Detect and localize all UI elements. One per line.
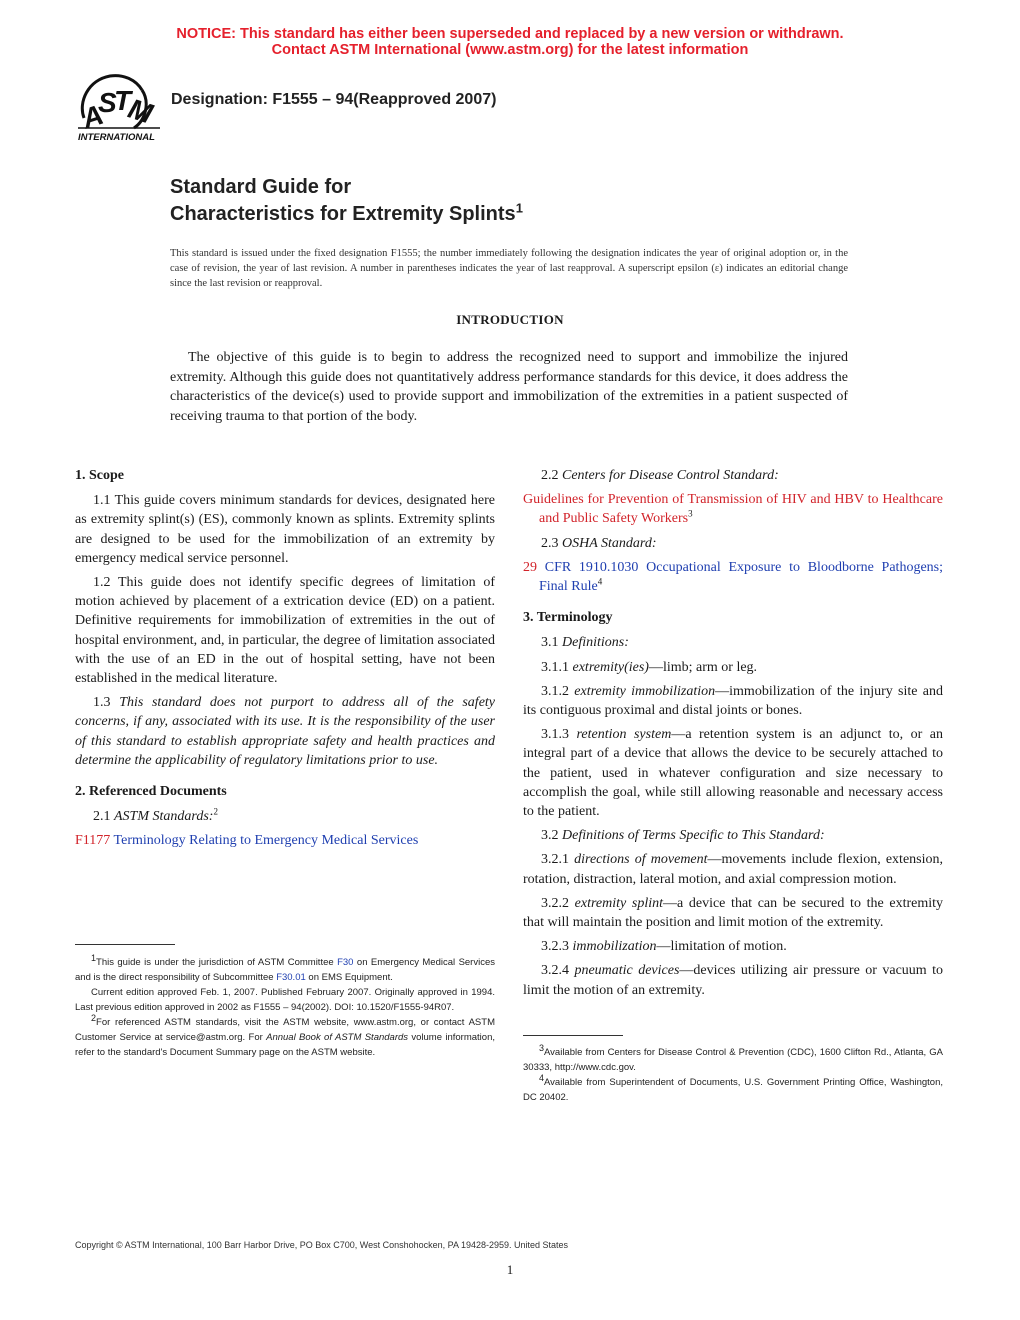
page-number: 1 [506, 1262, 514, 1277]
term-3-1-2-term: extremity immobilization [574, 683, 716, 699]
section-refdocs-heading: 2. Referenced Documents [75, 784, 227, 800]
scope-1-3-num: 1.3 [93, 695, 111, 711]
refdocs-2-1 [75, 807, 495, 826]
term-3-1-3-term: retention system [576, 727, 672, 743]
refdocs-2-2-text: Centers for Disease Control Standard: [562, 468, 779, 483]
scope-1-3-text: This standard does not purport to address all of the safety concerns, if any, associated with its use. It is the responsibility of the user of this standard to establish appropriate safety and health practices and determine the applicability of regulatory limitations prior to use. [75, 695, 496, 768]
logo-wordmark: INTERNATIONAL [78, 132, 155, 143]
footnote-3-marker: 3 [539, 1042, 545, 1053]
title-footnote-ref[interactable]: 1 [515, 200, 523, 216]
refdocs-2-3-text: OSHA Standard: [562, 535, 657, 551]
footnotes-left [75, 952, 495, 1060]
scope-1-2: 1.2 This guide does not identify specific degrees of limitation of motion achieved by placement of a extrication device (ED) on a patient. Definitive requirements for immobilization of extremities in the out of hospital environment, and, in particular, the degree of limitation associated with the use of an ED in the out of hospital setting, have not been established in the medical literature. [75, 575, 495, 687]
term-3-2-3 [523, 937, 943, 956]
document-title [170, 174, 523, 228]
refdocs-2-2-num: 2.2 [541, 468, 559, 483]
term-3-1-2-num: 3.1.2 [541, 683, 569, 699]
refdocs-2-1-num: 2.1 [93, 809, 111, 825]
issued-note: This standard is issued under the fixed designation F1555; the number immediately following the designation indicates the year of original adoption or, in the case of revision, the year of last revision. A number in parentheses indicates the year of last reapproval. A superscript epsilon (ε) indicates an editorial change since the last revision or reapproval. [170, 248, 848, 289]
refdocs-2-3 [523, 534, 943, 553]
footnote-1-text-b: on Emergency Medical Services and is the direct responsibility of Subcommittee [75, 957, 495, 983]
term-3-1-1-num: 3.1.1 [541, 659, 569, 675]
term-3-1-1-term: extremity(ies) [572, 659, 649, 675]
term-3-2-4-def: —devices utilizing air pressure or vacuum to limit the motion of an extremity. [523, 963, 944, 998]
footnote-2-text-a: For referenced ASTM standards, visit the ASTM website, www.astm.org, or contact ASTM Customer Service at service@astm.org. For [75, 1017, 495, 1043]
ref-osha-code-link[interactable]: 29 [523, 559, 537, 575]
term-3-1-3 [523, 725, 943, 821]
refdocs-2-2 [523, 466, 943, 485]
term-3-2-1-term: directions of movement [574, 852, 708, 868]
footnote-3 [523, 1042, 943, 1075]
footnote-ref-2[interactable]: 2 [213, 806, 218, 817]
term-3-2-3-def: —limitation of motion. [656, 939, 787, 955]
svg-text:M: M [124, 92, 157, 130]
term-3-1-1-def: —limb; arm or leg. [648, 659, 758, 675]
footnote-ref-4[interactable]: 4 [597, 576, 603, 587]
term-3-2-1-def: —movements include flexion, extension, rotation, distraction, lateral motion, and axial compression motion. [523, 852, 944, 887]
term-3-1 [523, 633, 943, 652]
term-3-1-3-def: —a retention system is an adjunct to, or an integral part of a device that allows the device to be securely attached to the patient, used in whatever configuration and size necessary to accomplish the goal, while still allowing reasonable and necessary access to the patient. [523, 727, 943, 820]
section-scope-heading: 1. Scope [75, 468, 124, 483]
term-3-2-4-num: 3.2.4 [541, 963, 569, 979]
term-3-2-4 [523, 961, 943, 999]
ref-f1177 [75, 831, 495, 850]
footnote-ref-3[interactable]: 3 [688, 508, 693, 519]
footnote-2-marker: 2 [91, 1012, 97, 1023]
designation: Designation: F1555 – 94(Reapproved 2007) [171, 91, 497, 108]
committee-f30-link[interactable]: F30 [337, 957, 354, 968]
ref-osha [523, 558, 943, 596]
withdrawn-notice [0, 26, 1020, 58]
footnote-1-text-a: This guide is under the jurisdiction of ASTM Committee [96, 957, 338, 968]
footnote-4 [523, 1072, 943, 1105]
astm-logo-icon [72, 72, 162, 146]
term-3-2-3-num: 3.2.3 [541, 939, 569, 955]
term-3-2-2 [523, 894, 943, 932]
refdocs-2-1-text: ASTM Standards: [114, 809, 214, 825]
ref-cdc-title-link[interactable]: Guidelines for Prevention of Transmission of HIV and HBV to Healthcare and Public Safety Workers [523, 492, 943, 527]
footnote-1-text-c: on EMS Equipment. [305, 972, 393, 983]
notice-line-1: NOTICE: This standard has either been superseded and replaced by a new version or withdrawn. [176, 26, 844, 42]
footnote-2-text-b: volume information, refer to the standard's Document Summary page on the ASTM website. [75, 1032, 495, 1058]
term-3-2-4-term: pneumatic devices [574, 963, 680, 979]
refdocs-2-3-num: 2.3 [541, 535, 559, 551]
ref-osha-title-link[interactable]: CFR 1910.1030 Occupational Exposure to Bloodborne Pathogens; Final Rule [539, 559, 943, 595]
subcommittee-f30-01-link[interactable]: F30.01 [276, 972, 306, 983]
footnote-1-edition: Current edition approved Feb. 1, 2007. Published February 2007. Originally approved in 1994. Last previous edition approved in 2002 as F1555 – 94(2002). DOI: 10.1520/F1555-94R07. [75, 987, 495, 1013]
term-3-2 [523, 826, 943, 845]
term-3-1-3-num: 3.1.3 [541, 727, 569, 743]
title-line-1: Standard Guide for [170, 176, 352, 198]
right-column [523, 466, 943, 1005]
footnotes-right [523, 1042, 943, 1105]
term-3-2-2-num: 3.2.2 [541, 895, 569, 911]
term-3-2-2-def: —a device that can be secured to the extremity that will maintain the position and limit motion of the extremity. [523, 895, 943, 931]
svg-text:T: T [114, 85, 132, 116]
intro-heading: INTRODUCTION [456, 312, 564, 327]
svg-text:A: A [78, 98, 108, 135]
term-3-2-1-num: 3.2.1 [541, 852, 569, 868]
notice-line-2: Contact ASTM International (www.astm.org) for the latest information [271, 42, 749, 58]
term-3-1-text: Definitions: [562, 635, 629, 651]
footnote-4-text: Available from Superintendent of Documents, U.S. Government Printing Office, Washington, DC 20402. [523, 1077, 943, 1103]
term-3-2-num: 3.2 [541, 828, 559, 844]
footnote-2-italic: Annual Book of ASTM Standards [266, 1032, 409, 1043]
ref-f1177-code-link[interactable]: F1177 [75, 833, 111, 849]
footnote-rule-left [75, 944, 175, 945]
term-3-2-1 [523, 850, 943, 888]
term-3-2-text: Definitions of Terms Specific to This Standard: [562, 828, 825, 844]
footnote-3-text: Available from Centers for Disease Control & Prevention (CDC), 1600 Clifton Rd., Atlanta, GA 30333, http://www.cdc.gov. [523, 1047, 943, 1073]
section-terminology-heading: 3. Terminology [523, 610, 613, 626]
term-3-1-2-def: —immobilization of the injury site and its contiguous proximal and distal joints or bones. [523, 683, 943, 719]
title-text: Characteristics for Extremity Splints [170, 203, 516, 225]
term-3-1-num: 3.1 [541, 635, 559, 651]
left-column [75, 466, 495, 856]
ref-f1177-title-link[interactable]: Terminology Relating to Emergency Medical Services [113, 833, 419, 849]
footnote-rule-right [523, 1035, 623, 1036]
title-line-2 [170, 201, 523, 228]
ref-cdc [523, 490, 943, 528]
term-3-2-3-term: immobilization [572, 939, 657, 955]
footnote-1-marker: 1 [91, 952, 97, 963]
footnote-4-marker: 4 [539, 1072, 545, 1083]
intro-body: The objective of this guide is to begin to address the recognized need to support and immobilize the injured extremity. Although this guide does not quantitatively address performance standards for this device, it does address the characteristics of the device(s) used to provide support and immobilization of the extremities in a patient suspected of receiving trauma to that portion of the body. [170, 350, 848, 425]
footnote-1 [75, 952, 495, 985]
scope-1-3 [75, 693, 495, 770]
svg-text:S: S [98, 87, 117, 118]
scope-1-1: 1.1 This guide covers minimum standards for devices, designated here as extremity splint(s) (ES), commonly known as splints. Extremity splints are designed to be used for the immobilization of an extremity by emergency medical service personnel. [75, 493, 495, 566]
term-3-2-2-term: extremity splint [574, 895, 663, 911]
copyright: Copyright © ASTM International, 100 Barr Harbor Drive, PO Box C700, West Conshohocken, PA 19428-2959. United States [75, 1240, 569, 1250]
term-3-1-1 [523, 658, 943, 677]
footnote-2 [75, 1012, 495, 1060]
term-3-1-2 [523, 682, 943, 720]
